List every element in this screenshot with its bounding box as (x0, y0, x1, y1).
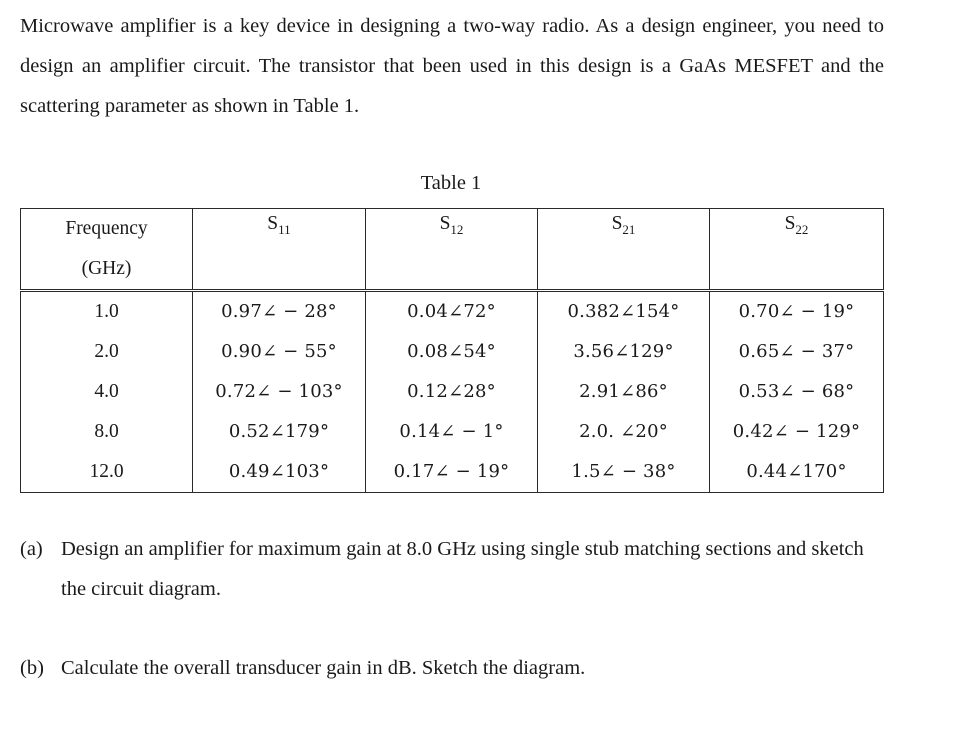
table-caption: Table 1 (420, 172, 482, 194)
cell-frequency: 4.0 (21, 372, 193, 412)
cell-s22: 0.44∠170° (710, 452, 884, 493)
cell-s21: 3.56∠129° (538, 332, 710, 372)
cell-s11: 0.49∠103° (193, 452, 366, 493)
cell-frequency: 2.0 (21, 332, 193, 372)
table-row (21, 412, 884, 452)
cell-s21: 1.5∠ − 38° (538, 452, 710, 493)
question-a-text: Design an amplifier for maximum gain at 8.0 GHz using single stub matching sections and sketch the circuit diagram. (61, 538, 864, 600)
cell-s21: 0.382∠154° (538, 291, 710, 333)
cell-s12: 0.17∠ − 19° (366, 452, 538, 493)
cell-s22: 0.70∠ − 19° (710, 291, 884, 333)
cell-s12: 0.12∠28° (366, 372, 538, 412)
question-b-text: Calculate the overall transducer gain in dB. Sketch the diagram. (61, 657, 586, 679)
header-s21: $S_{21}$ (538, 209, 710, 291)
cell-s12: 0.04∠72° (366, 291, 538, 333)
cell-s22: 0.42∠ − 129° (710, 412, 884, 452)
table-row (21, 291, 884, 333)
header-s12: $S_{12}$ (366, 209, 538, 291)
cell-s11: 0.52∠179° (193, 412, 366, 452)
cell-s12: 0.14∠ − 1° (366, 412, 538, 452)
cell-s12: 0.08∠54° (366, 332, 538, 372)
question-a-label: (a) (20, 538, 43, 560)
s-parameter-table (20, 208, 884, 493)
cell-s11: 0.97∠ − 28° (193, 291, 366, 333)
header-s11: $S_{11}$ (193, 209, 366, 291)
cell-frequency: 8.0 (21, 412, 193, 452)
table-row (21, 452, 884, 493)
problem-intro: Microwave amplifier is a key device in designing a two-way radio. As a design engineer, you need to design an amplifier circuit. The transistor that been used in this design is a GaAs MESFET and the scattering parameter as shown in Table 1. (20, 15, 884, 117)
cell-s22: 0.65∠ − 37° (710, 332, 884, 372)
cell-s21: 2.0. ∠20° (538, 412, 710, 452)
header-s22: $S_{22}$ (710, 209, 884, 291)
question-b (20, 648, 884, 688)
header-frequency (21, 209, 193, 291)
question-a (20, 529, 884, 609)
cell-s11: 0.90∠ − 55° (193, 332, 366, 372)
cell-frequency: 12.0 (21, 452, 193, 493)
table-row (21, 332, 884, 372)
cell-s21: 2.91∠86° (538, 372, 710, 412)
header-frequency-unit: (GHz) (81, 258, 132, 279)
cell-frequency: 1.0 (21, 291, 193, 333)
table-row (21, 372, 884, 412)
cell-s22: 0.53∠ − 68° (710, 372, 884, 412)
table-header-row (21, 209, 884, 291)
question-b-label: (b) (20, 657, 44, 679)
cell-s11: 0.72∠ − 103° (193, 372, 366, 412)
header-frequency-label: Frequency (65, 218, 148, 239)
